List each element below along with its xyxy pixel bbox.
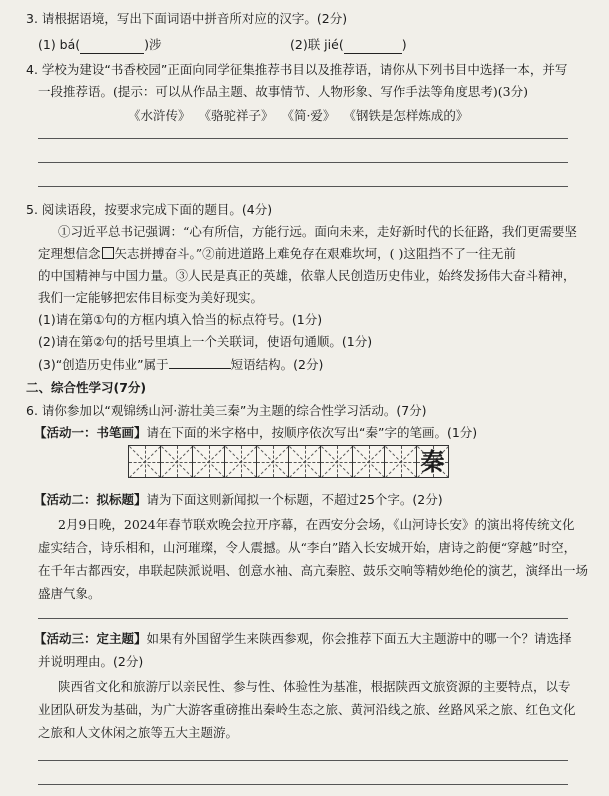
q6-stem: 6. 请你参加以“观锦绣山河·游壮美三秦”为主题的综合性学习活动。(7分) [26,403,427,418]
q6-activity3 [34,631,572,647]
mi-grid-cell-sample [416,445,449,478]
q4-answer-line-2[interactable] [38,162,568,163]
activity1-tag: 【活动一：书笔画】 [34,425,147,440]
q5-para-line3: 的中国精神与中国力量。③人民是真正的英雄，依靠人民创造历史伟业，始终发扬伟大奋斗精神， [38,268,576,283]
news-line4: 盛唐气象。 [38,586,101,601]
q6-title-answer-line[interactable] [38,618,568,619]
q5-sub1: (1)请在第①句的方框内填入恰当的标点符号。(1分) [38,312,323,327]
mi-grid-cell[interactable] [256,445,289,478]
q6-reason-answer-line-1[interactable] [38,760,568,761]
q6-activity2 [34,492,443,508]
q3-stem: 3. 请根据语境，写出下面词语中拼音所对应的汉字。(2分) [26,11,348,26]
q5-para-line4: 我们一定能够把宏伟目标变为美好现实。 [38,290,264,305]
mi-grid-cell[interactable] [320,445,353,478]
q5-stem: 5. 阅读语段，按要求完成下面的题目。(4分) [26,202,273,217]
q5-sub3-pre: (3)“创造历史伟业”属于 [38,357,169,372]
q5-sub3-post: 短语结构。(2分) [230,357,324,372]
mi-grid-cell[interactable] [288,445,321,478]
mi-grid-cell[interactable] [384,445,417,478]
sample-character: 秦 [420,448,445,476]
q3-answer2-field[interactable] [344,37,402,54]
q3-item1-pre: (1) bá( [38,37,81,52]
q6-activity1 [34,425,477,441]
theme-line2: 业团队研发为基础，为广大游客重磅推出秦岭生态之旅、黄河沿线之旅、丝路风采之旅、红色文化 [38,702,576,717]
q4-book-list: 《水浒传》 《骆驼祥子》 《简·爱》 《钢铁是怎样炼成的》 [128,108,469,123]
q6-reason-answer-line-2[interactable] [38,784,568,785]
q3-item1-post: )涉 [144,37,162,52]
news-line3: 在千年古都西安，串联起陕派说唱、创意水袖、高亢秦腔、鼓乐交响等精妙绝伦的演艺，演绎出一场 [38,563,589,578]
q5-sub3 [38,356,323,373]
mi-grid-cell[interactable] [352,445,385,478]
q5-para-line2-pre: 定理想信念 [38,246,101,261]
q5-sub2: (2)请在第②句的括号里填上一个关联词，使语句通顺。(1分) [38,334,373,349]
q3-item2-post: ) [401,37,407,52]
activity3-tag: 【活动三：定主题】 [34,631,147,646]
section-2-title: 二、综合性学习(7分) [26,380,147,395]
mi-grid-cell[interactable] [160,445,193,478]
theme-line1: 陕西省文化和旅游厅以亲民性、参与性、体验性为基准，根据陕西文旅资源的主要特点，以专 [58,679,571,694]
mi-grid-cell[interactable] [192,445,225,478]
q5-punctuation-box[interactable] [102,247,114,259]
theme-line3: 之旅和人文休闲之旅等五大主题游。 [38,725,239,740]
activity2-text: 请为下面这则新闻拟一个标题，不超过25个字。(2分) [146,492,443,507]
activity1-text: 请在下面的米字格中，按顺序依次写出“秦”字的笔画。(1分) [146,425,478,440]
q4-answer-line-3[interactable] [38,186,568,187]
activity2-tag: 【活动二：拟标题】 [34,492,147,507]
q3-answer1-field[interactable] [80,37,144,54]
mi-grid-cell[interactable] [224,445,257,478]
q5-sub3-blank[interactable] [169,356,231,369]
q5-para-line2 [38,246,516,262]
news-line2: 虚实结合，诗乐相和，山河璀璨，令人震撼。从“李白”踏入长安城开始，唐诗之韵便“穿越”时空， [38,540,577,555]
mi-grid-cell[interactable] [128,445,161,478]
activity3-text2: 并说明理由。(2分) [38,654,144,669]
q4-stem-line1: 4. 学校为建设“书香校园”正面向同学征集推荐书目以及推荐语，请你从下列书目中选择一本，并写 [26,62,568,77]
q4-answer-line-1[interactable] [38,138,568,139]
mi-character-grid [128,445,448,478]
q3-item2-pre: (2)联 jié( [290,37,344,52]
q3-item1 [38,37,162,54]
q5-para-line1: ①习近平总书记强调：“心有所信，方能行远。面向未来，走好新时代的长征路，我们更需要坚 [58,224,577,239]
activity3-text: 如果有外国留学生来陕西参观，你会推荐下面五大主题游中的哪一个？请选择 [146,631,572,646]
q3-item2 [290,37,407,54]
news-line1: 2月9日晚，2024年春节联欢晚会拉开序幕，在西安分会场，《山河诗长安》的演出将传统文化 [58,517,575,532]
q5-para-line2-post: 矢志拼搏奋斗。”②前进道路上难免存在艰难坎坷，( )这阻挡不了一往无前 [114,246,516,261]
q4-stem-line2: 一段推荐语。(提示：可以从作品主题、故事情节、人物形象、写作手法等角度思考)(3分) [38,84,528,99]
